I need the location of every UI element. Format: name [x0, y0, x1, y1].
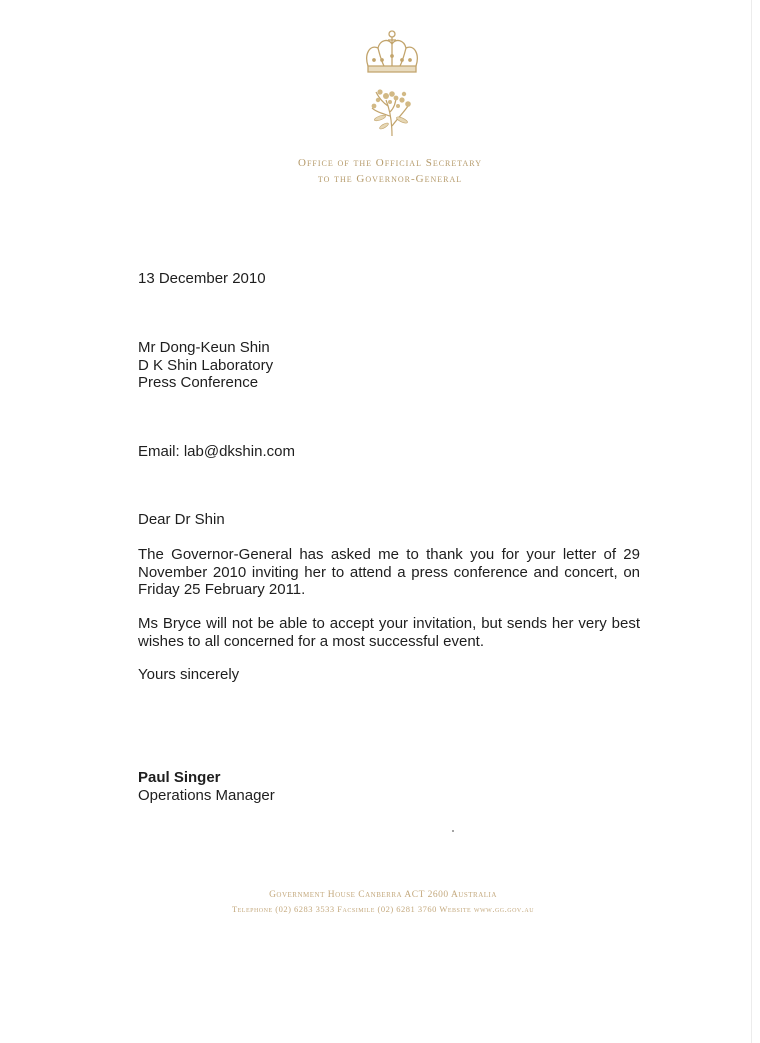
recipient-address — [138, 339, 273, 392]
body-paragraph-2: Ms Bryce will not be able to accept your invitation, but sends her very best wishes to all concerned for a most successful event. — [138, 615, 640, 650]
recipient-email: Email: lab@dkshin.com — [138, 443, 295, 460]
scan-speck — [452, 830, 454, 832]
crown-wattle-crest-icon — [360, 26, 424, 142]
recipient-name: Mr Dong-Keun Shin — [138, 339, 270, 356]
recipient-line-3: Press Conference — [138, 374, 259, 391]
recipient-organisation: D K Shin Laboratory — [138, 356, 274, 374]
office-line-1: Office of the Official Secretary — [298, 157, 482, 169]
office-line-2: to the Governor-General — [317, 173, 463, 185]
signatory-title: Operations Manager — [138, 787, 275, 804]
closing: Yours sincerely — [138, 666, 240, 683]
office-header — [0, 155, 760, 187]
footer-address: Government House Canberra ACT 2600 Australia — [269, 890, 497, 900]
salutation: Dear Dr Shin — [138, 511, 225, 528]
footer — [0, 888, 760, 916]
letter-date: 13 December 2010 — [138, 270, 266, 287]
footer-contact: Telephone (02) 6283 3533 Facsimile (02) 6281 3760 Website www.gg.gov.au — [231, 904, 535, 914]
body-paragraph-1: The Governor-General has asked me to thank you for your letter of 29 November 2010 inviting her to attend a press conference and concert, on Friday 25 February 2011. — [138, 546, 640, 598]
signatory-name: Paul Singer — [138, 769, 221, 786]
